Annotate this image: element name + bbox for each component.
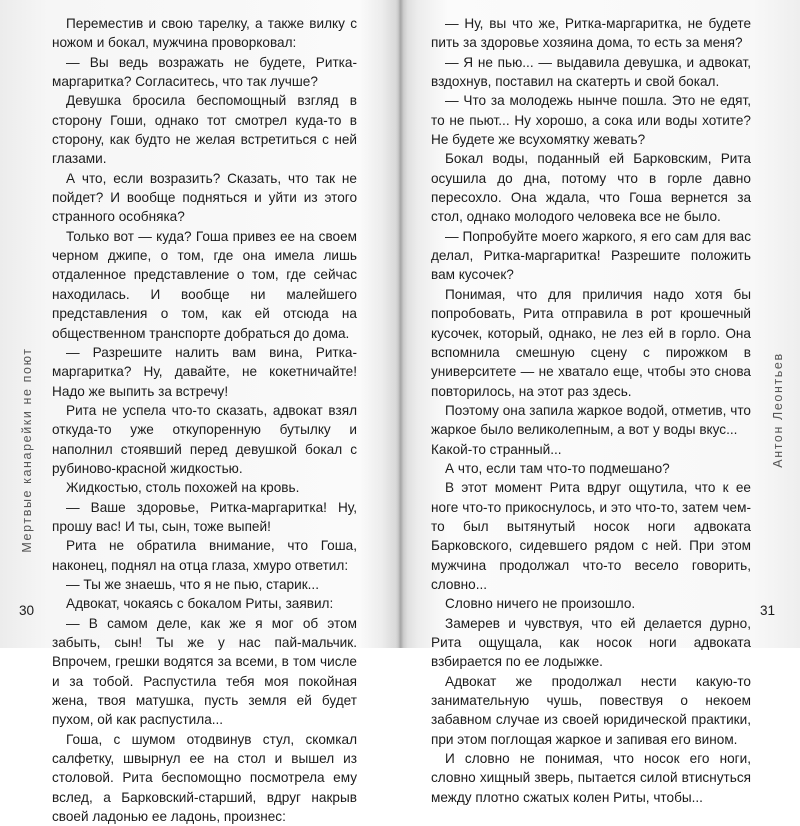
paragraph: Бокал воды, поданный ей Барковским, Рита осушила до дна, потому что в горле давно пересохло. Она ждала, что Гоша вернется за стол, однако молодого человека все не было.	[431, 151, 751, 225]
paragraph: Только вот — куда? Гоша привез ее на своем черном джипе, о том, где она имела лишь отдаленное представление о том, где сейчас находилась. И вообще ни малейшего представления о том, как ей отсюда на общественном транспорте добраться до дома.	[52, 228, 357, 341]
paragraph: Рита не успела что-то сказать, адвокат взял откуда-то уже откупоренную бутылку и наполнил стоявший перед девушкой бокал с рубиново-красной жидкостью.	[52, 402, 357, 476]
paragraph: Гоша, с шумом отодвинув стул, скомкал салфетку, швырнул ее на стол и вышел из столовой. Рита беспомощно посмотрела ему вслед, а Барковский-старший, вдруг накрыв своей ладонью ее ладонь, произнес:	[52, 731, 357, 825]
paragraph: И словно не понимая, что носок его ноги, словно хищный зверь, пытается силой втиснуться между плотно сжатых колен Риты, чтобы...	[431, 751, 751, 805]
paragraph: А что, если там что-то подмешано?	[445, 460, 670, 476]
paragraph: Словно ничего не произошло.	[445, 596, 636, 612]
paragraph: — Ты же знаешь, что я не пью, старик...	[66, 576, 319, 592]
paragraph: — Что за молодежь нынче пошла. Это не едят, то не пьют... Ну хорошо, а сока или воды хотите? Не будете же всухомятку жевать?	[431, 93, 751, 148]
paragraph: Девушка бросила беспомощный взгляд в сторону Гоши, однако тот смотрел куда-то в сторону, как будто не желая встретиться с ней глазами.	[52, 93, 357, 167]
paragraph: — Вы ведь возражать не будете, Ритка-маргаритка? Согласитесь, что так лучше?	[52, 54, 357, 90]
paragraph: Переместив и свою тарелку, а также вилку с ножом и бокал, мужчина проворковал:	[52, 16, 357, 51]
paragraph: Адвокат же продолжал нести какую-то занимательную чушь, повествуя о некоем забавном случае из своей юридической практики, при этом поглощая жаркое и запивая его вином.	[431, 673, 751, 747]
book-gutter	[382, 0, 418, 648]
right-running-head: Антон Леонтьев	[771, 352, 785, 468]
paragraph: Поэтому она запила жаркое водой, отметив, что жаркое было великолепным, а вот у воды вкус...	[431, 402, 751, 438]
paragraph: Какой-то странный...	[431, 441, 562, 457]
paragraph: — Ваше здоровье, Ритка-маргаритка! Ну, прошу вас! И ты, сын, тоже выпей!	[52, 499, 357, 534]
paragraph: Рита не обратила внимание, что Гоша, наконец, поднял на отца глаза, хмуро ответил:	[52, 538, 357, 573]
left-page-number: 30	[19, 603, 35, 618]
right-page-number: 31	[760, 603, 776, 618]
paragraph: Понимая, что для приличия надо хотя бы попробовать, Рита отправила в рот крошечный кусочек, который, однако, не лез ей в горло. Она вспомнила смешную сцену с пирожком в университете — не хватало еще, чтобы это снова повторилось, на этот раз здесь.	[431, 286, 751, 399]
left-running-head: Мертвые канарейки не поют	[20, 347, 34, 553]
paragraph: А что, если возразить? Сказать, что так не пойдет? И вообще подняться и уйти из этого странного особняка?	[52, 170, 357, 225]
paragraph: — Ну, вы что же, Ритка-маргаритка, не будете пить за здоровье хозяина дома, то есть за меня?	[431, 16, 751, 51]
paragraph: — В самом деле, как же я мог об этом забыть, сын! Ты же у нас пай-мальчик. Впрочем, грешки водятся за всеми, в том числе и за тобой. Распустила тебя моя покойная жена, твоя матушка, пусть земля ей будет пухом, ой как распустила...	[52, 615, 357, 728]
right-page-text	[431, 14, 751, 807]
paragraph: — Разрешите налить вам вина, Ритка-маргаритка? Ну, давайте, не кокетничайте! Надо же выпить за встречу!	[52, 344, 357, 399]
paragraph: Жидкостью, столь похожей на кровь.	[66, 480, 300, 496]
paragraph: Замерев и чувствуя, что ей делается дурно, Рита ощущала, как носок ноги адвоката взбирается по ее лодыжке.	[431, 615, 751, 670]
paragraph: Адвокат, чокаясь с бокалом Риты, заявил:	[66, 596, 334, 612]
paragraph: — Попробуйте моего жаркого, я его сам для вас делал, Ритка-маргаритка! Разрешите положить вам кусочек?	[431, 228, 751, 283]
paragraph: В этот момент Рита вдруг ощутила, что к ее ноге что-то прикоснулось, и это что-то, затем чем-то был вытянутый носок ноги адвоката Барковского, сидевшего рядом с ней. При этом мужчина продолжал что-то весело говорить, словно...	[431, 480, 751, 592]
paragraph: — Я не пью... — выдавила девушка, и адвокат, вздохнув, поставил на скатерть и свой бокал.	[431, 54, 751, 90]
left-page-text	[52, 14, 357, 826]
